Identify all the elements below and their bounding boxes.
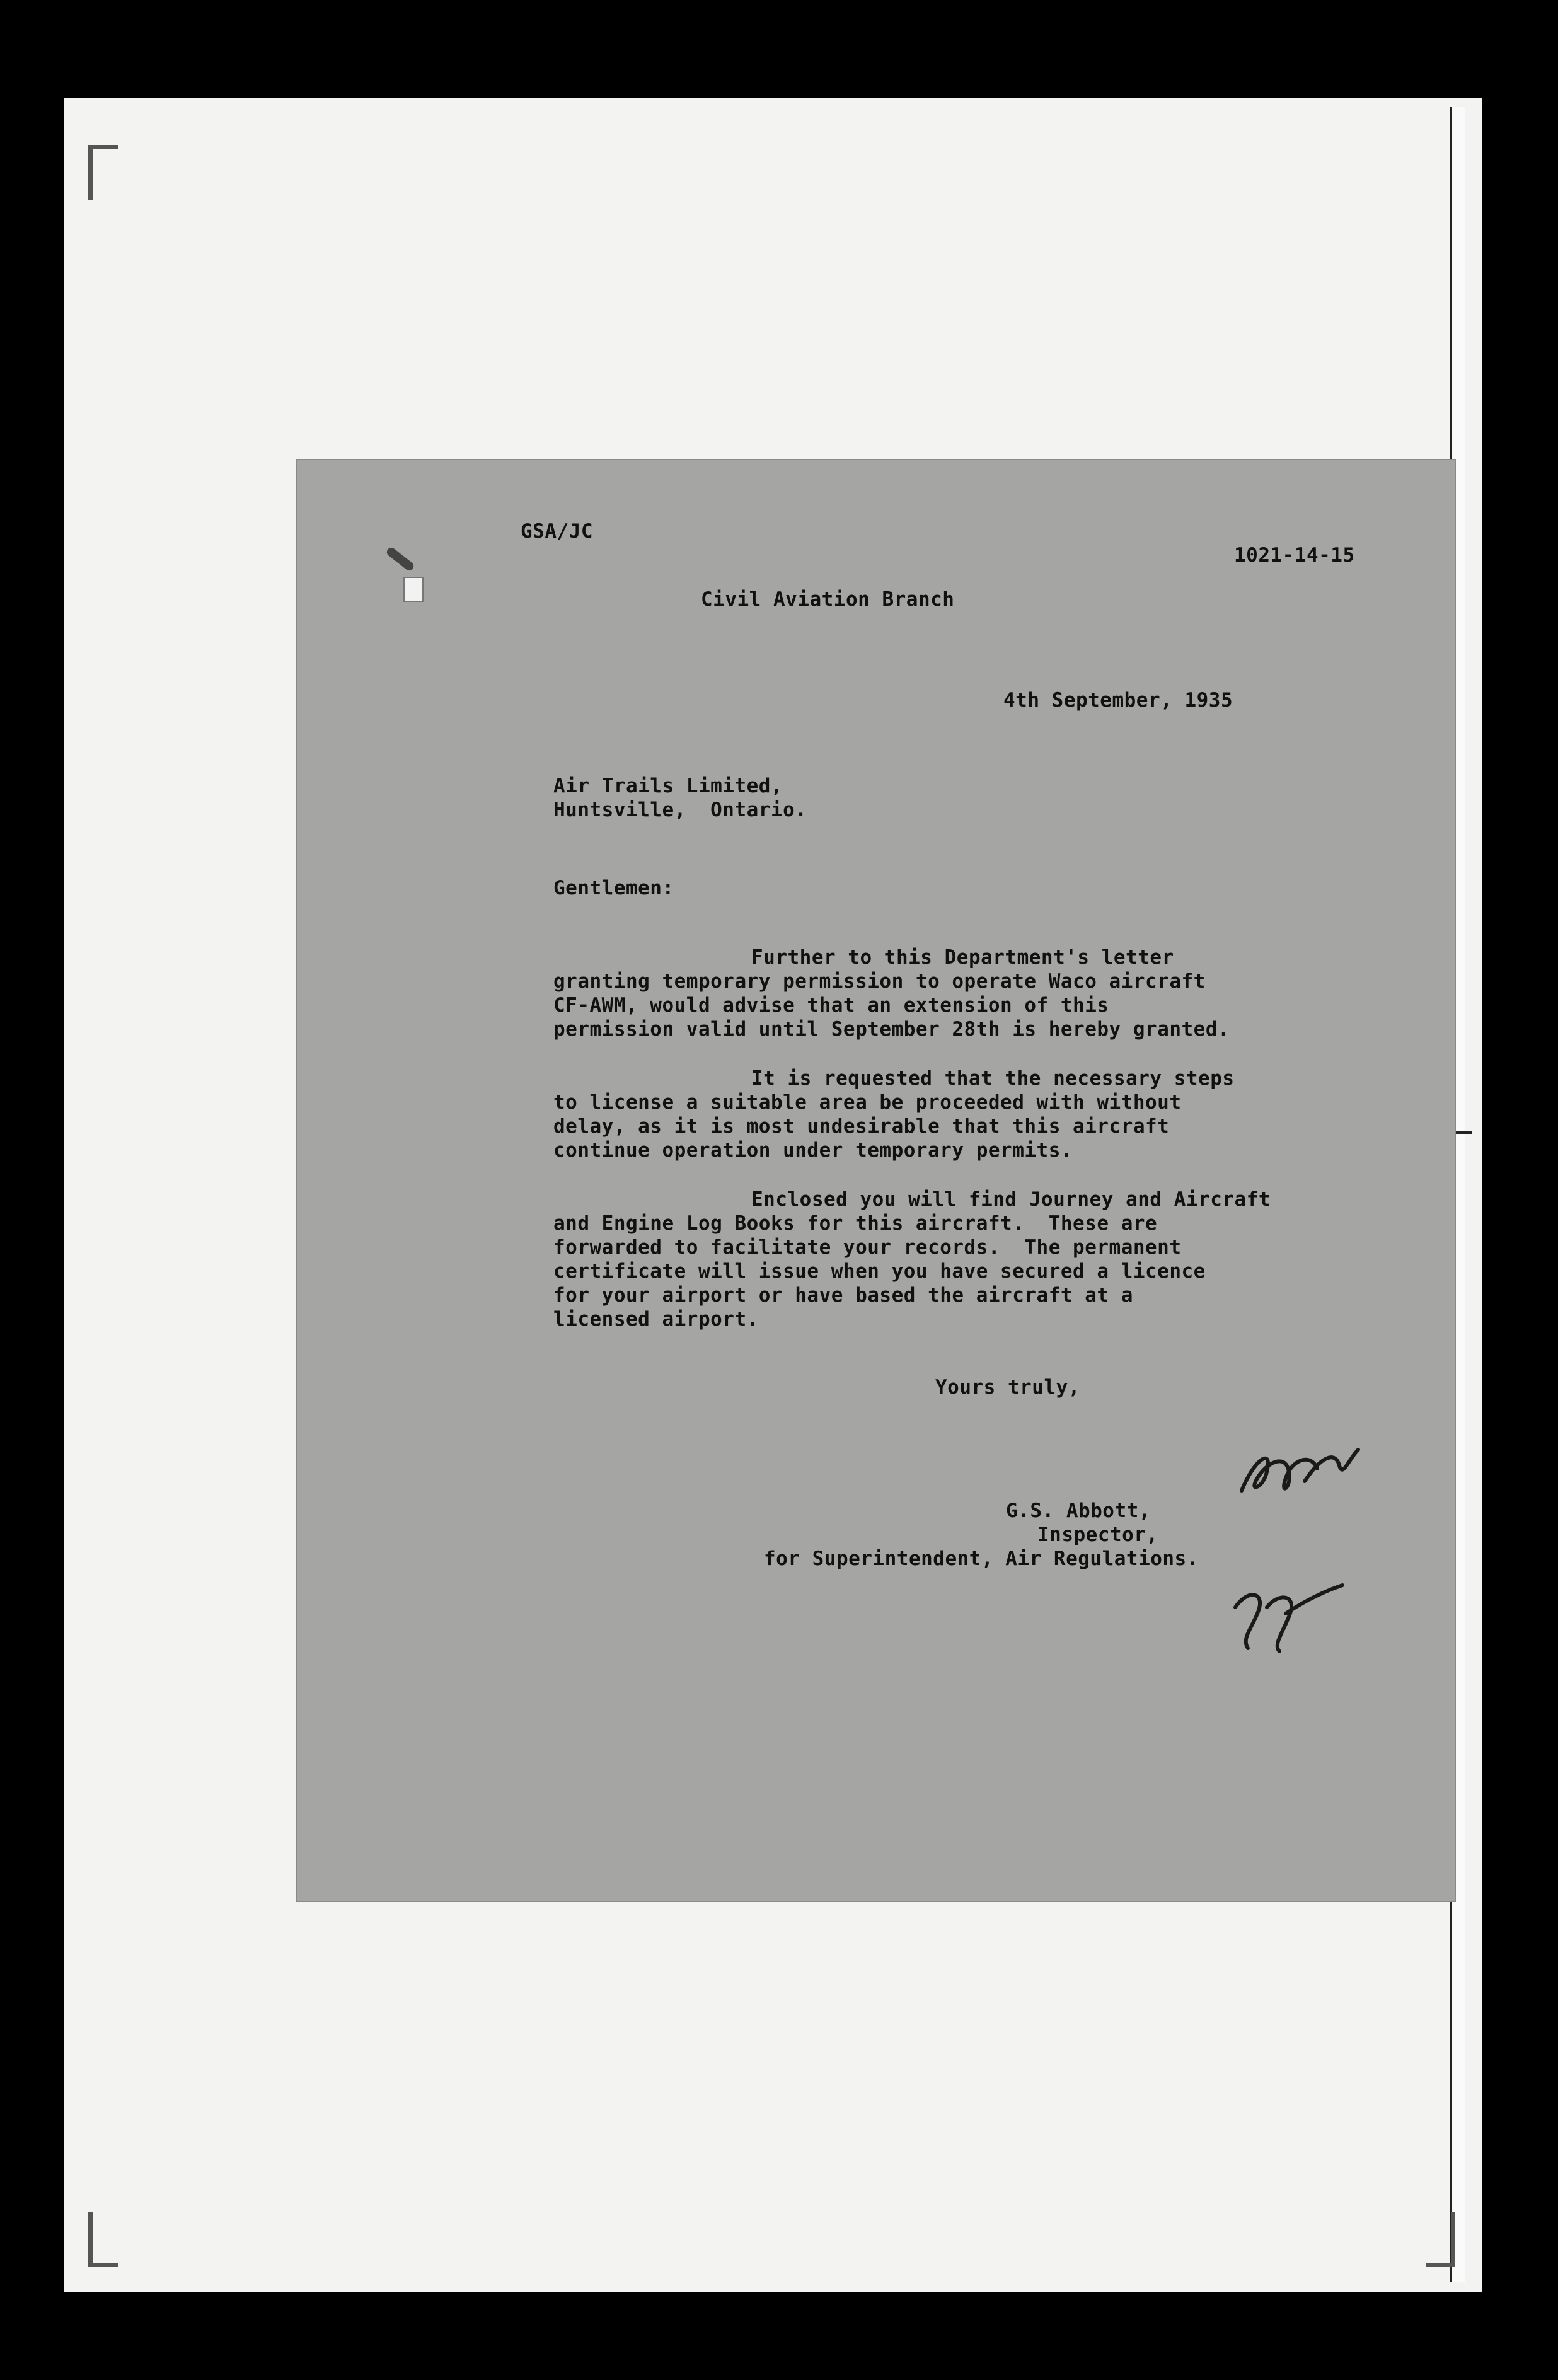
closing: Yours truly, bbox=[935, 1376, 1080, 1399]
body-p2-line-4: continue operation under temporary permits. bbox=[553, 1139, 1073, 1162]
body-p1-line-2: granting temporary permission to operate Waco aircraft bbox=[553, 970, 1206, 993]
body-p3-line-2: and Engine Log Books for this aircraft. These are bbox=[553, 1212, 1158, 1235]
body-p1-line-4: permission valid until September 28th is hereby granted. bbox=[553, 1018, 1230, 1041]
body-p1-line-3: CF-AWM, would advise that an extension of this bbox=[553, 994, 1109, 1017]
signatory-name: G.S. Abbott, bbox=[1006, 1499, 1151, 1522]
addressee-line-1: Air Trails Limited, bbox=[553, 775, 783, 797]
reference-right: 1021-14-15 bbox=[1234, 544, 1355, 567]
paper-clip-icon bbox=[378, 548, 422, 611]
signatory-for-line: for Superintendent, Air Regulations. bbox=[764, 1547, 1199, 1570]
body-p3-line-6: licensed airport. bbox=[553, 1308, 759, 1331]
body-p2-line-3: delay, as it is most undesirable that this aircraft bbox=[553, 1115, 1170, 1138]
body-p1-line-1: Further to this Department's letter bbox=[751, 946, 1174, 969]
handwritten-folio-mark bbox=[1223, 1576, 1349, 1664]
crop-mark-bottom-left bbox=[88, 2212, 118, 2267]
addressee-line-2: Huntsville, Ontario. bbox=[553, 799, 807, 821]
body-p3-line-3: forwarded to facilitate your records. The permanent bbox=[553, 1236, 1182, 1259]
crop-mark-bottom-right bbox=[1426, 2212, 1455, 2267]
crop-mark-top-left bbox=[88, 145, 118, 200]
body-p3-line-5: for your airport or have based the aircraft at a bbox=[553, 1284, 1133, 1307]
salutation: Gentlemen: bbox=[553, 877, 674, 899]
body-p3-line-4: certificate will issue when you have secured a licence bbox=[553, 1260, 1206, 1283]
body-p3-line-1: Enclosed you will find Journey and Aircraft bbox=[751, 1188, 1271, 1211]
body-p2-line-1: It is requested that the necessary steps bbox=[751, 1067, 1235, 1090]
body-p2-line-2: to license a suitable area be proceeded with without bbox=[553, 1091, 1182, 1114]
reference-left: GSA/JC bbox=[521, 520, 593, 543]
signatory-title: Inspector, bbox=[1037, 1523, 1158, 1546]
branch-heading: Civil Aviation Branch bbox=[701, 588, 955, 611]
letter-date: 4th September, 1935 bbox=[1003, 689, 1233, 712]
letter-page bbox=[296, 459, 1456, 1902]
handwritten-initials-signature bbox=[1229, 1434, 1368, 1516]
